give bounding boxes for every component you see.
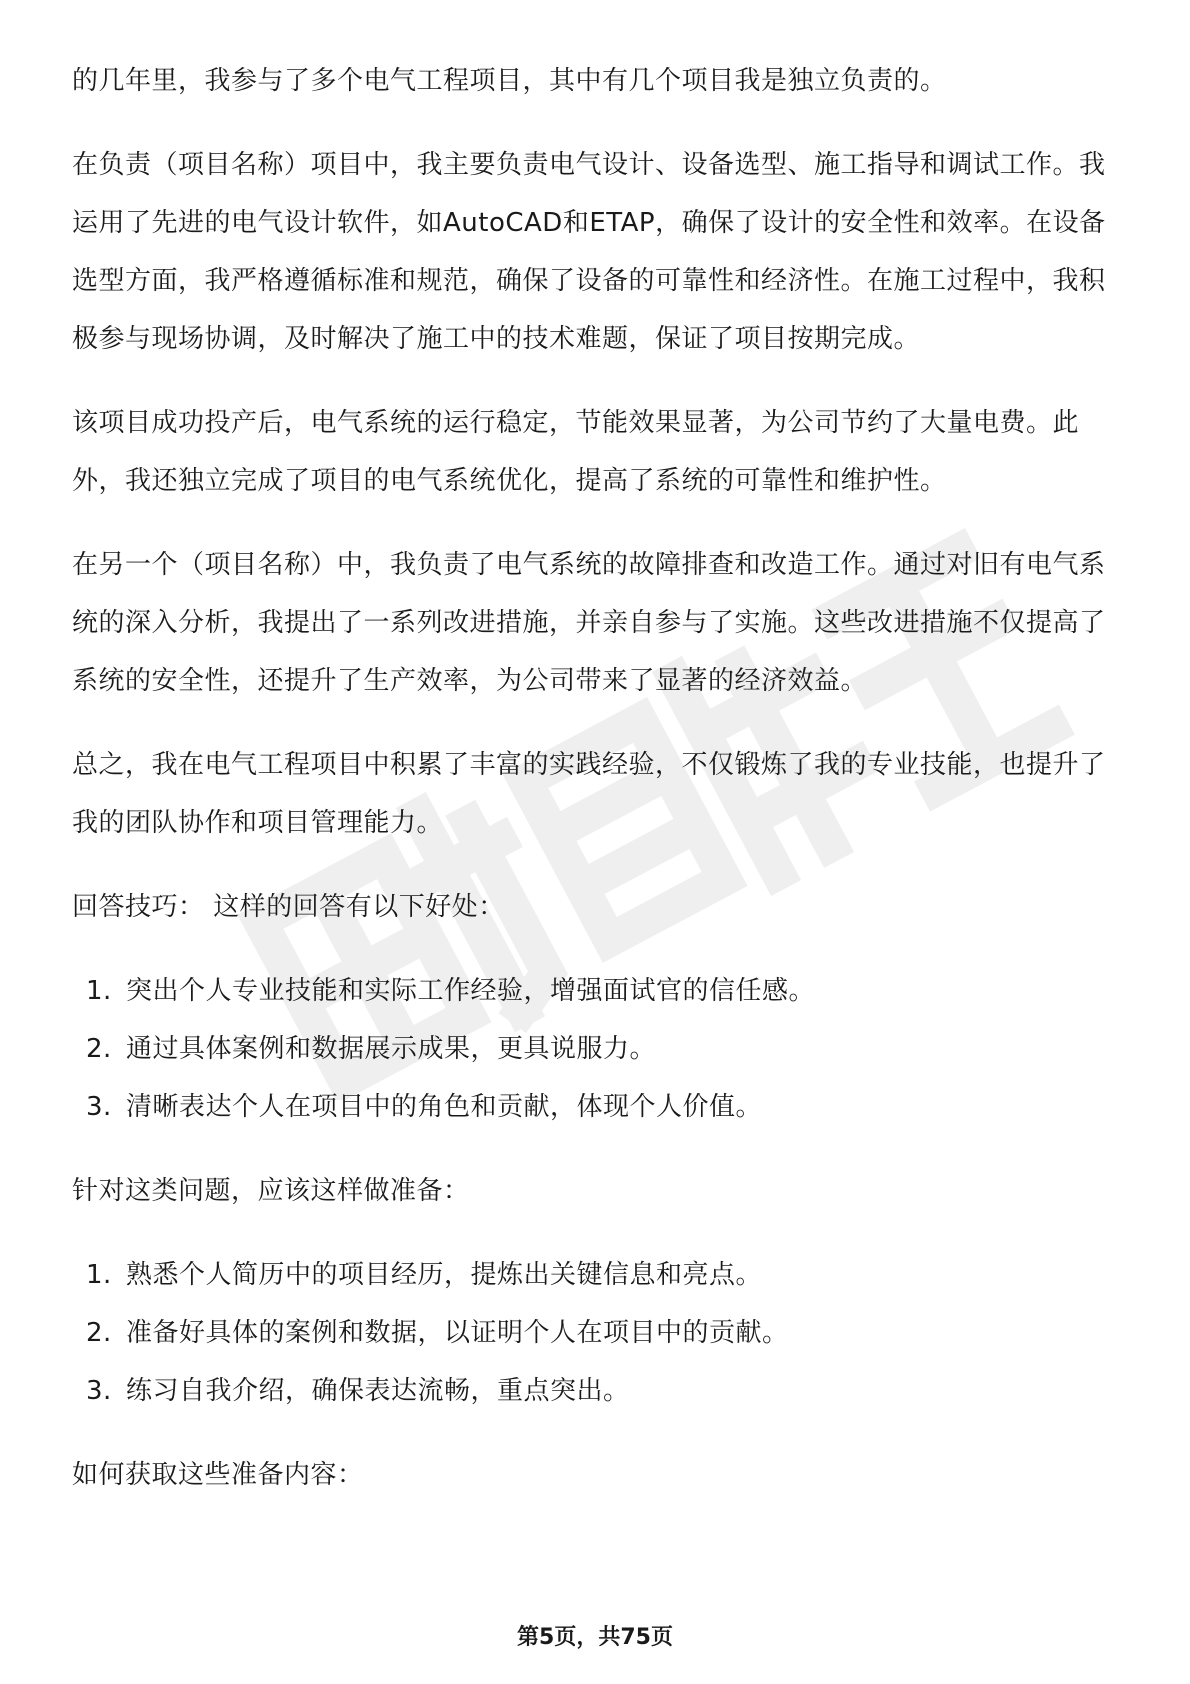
list-number: 2. [86, 1318, 112, 1348]
list-item [72, 962, 1122, 1020]
list-item [72, 1020, 1122, 1078]
paragraph-project-one-result: 该项目成功投产后，电气系统的运行稳定，节能效果显著，为公司节约了大量电费。此外，我还独立完成了项目的电气系统优化，提高了系统的可靠性和维护性。 [72, 408, 1080, 496]
page-footer: 第5页，共75页 [517, 1625, 673, 1650]
list-number: 1. [86, 1260, 112, 1290]
list-number: 3. [86, 1092, 112, 1122]
document-body [72, 52, 1122, 1530]
prep-list [72, 1246, 1122, 1420]
list-item-text: 突出个人专业技能和实际工作经验，增强面试官的信任感。 [126, 976, 816, 1006]
list-number: 2. [86, 1034, 112, 1064]
paragraph-project-two: 在另一个（项目名称）中，我负责了电气系统的故障排查和改造工作。通过对旧有电气系统的深入分析，我提出了一系列改进措施，并亲自参与了实施。这些改进措施不仅提高了系统的安全性，还提升了生产效率，为公司带来了显著的经济效益。 [72, 550, 1106, 696]
paragraph-project-one: 在负责（项目名称）项目中，我主要负责电气设计、设备选型、施工指导和调试工作。我运用了先进的电气设计软件，如AutoCAD和ETAP，确保了设计的安全性和效率。在设备选型方面，我严格遵循标准和规范，确保了设备的可靠性和经济性。在施工过程中，我积极参与现场协调，及时解决了施工中的技术难题，保证了项目按期完成。 [72, 150, 1106, 354]
closing-heading: 如何获取这些准备内容： [72, 1460, 364, 1490]
list-item [72, 1246, 1122, 1304]
paragraph-intro-continued: 的几年里，我参与了多个电气工程项目，其中有几个项目我是独立负责的。 [72, 66, 947, 96]
prep-heading: 针对这类问题，应该这样做准备： [72, 1176, 470, 1206]
list-item-text: 准备好具体的案例和数据，以证明个人在项目中的贡献。 [126, 1318, 789, 1348]
tips-list [72, 962, 1122, 1136]
list-item-text: 通过具体案例和数据展示成果，更具说服力。 [126, 1034, 657, 1064]
paragraph-summary: 总之，我在电气工程项目中积累了丰富的实践经验，不仅锻炼了我的专业技能，也提升了我的团队协作和项目管理能力。 [72, 750, 1106, 838]
tips-heading: 回答技巧： 这样的回答有以下好处： [72, 892, 505, 922]
list-item [72, 1362, 1122, 1420]
list-item [72, 1304, 1122, 1362]
list-number: 1. [86, 976, 112, 1006]
list-item-text: 练习自我介绍，确保表达流畅，重点突出。 [126, 1376, 630, 1406]
list-item [72, 1078, 1122, 1136]
list-item-text: 熟悉个人简历中的项目经历，提炼出关键信息和亮点。 [126, 1260, 763, 1290]
list-item-text: 清晰表达个人在项目中的角色和贡献，体现个人价值。 [126, 1092, 763, 1122]
list-number: 3. [86, 1376, 112, 1406]
